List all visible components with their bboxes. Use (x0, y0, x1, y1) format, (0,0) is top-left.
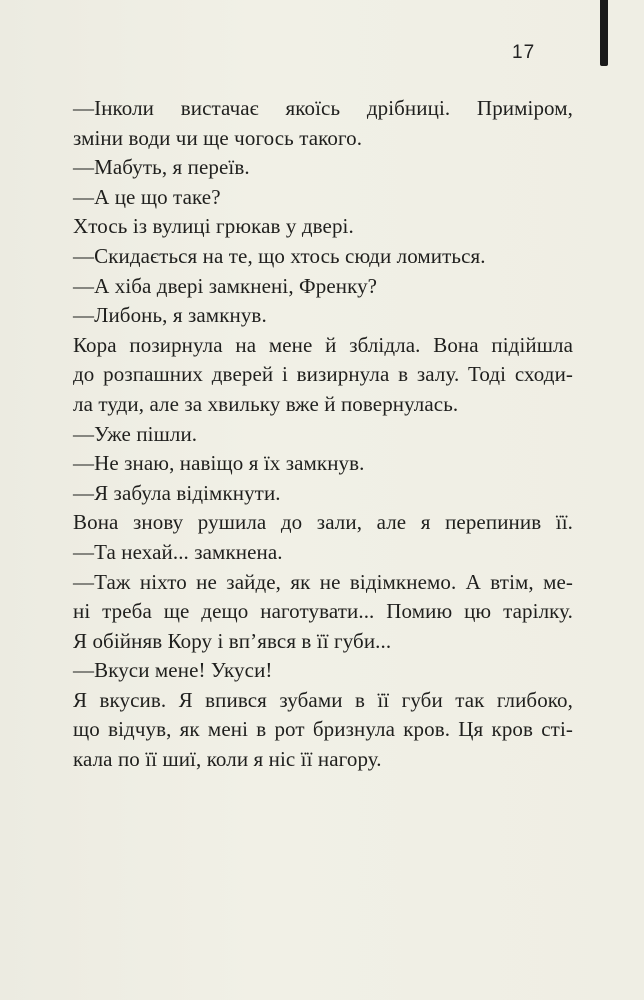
text-line: —Уже пішли. (73, 421, 198, 446)
text-line: що відчув, як мені в рот бризнула кров. Ця кров сті- (73, 717, 573, 742)
text-line: —Інколи вистачає якоїсь дрібниці. Приміром, (73, 96, 573, 120)
text-line: Я обійняв Кору і вп’явся в її губи... (73, 628, 392, 653)
text-line: —Та нехай... замкнена. (73, 539, 283, 564)
text-line: до розпашних дверей і визирнула в залу. Тоді сходи- (73, 362, 573, 387)
text-line: зміни води чи ще чогось такого. (73, 125, 363, 150)
body-text (73, 94, 573, 775)
text-line: —А це що таке? (73, 184, 221, 209)
page-edge-marker (600, 0, 608, 66)
text-line: Хтось із вулиці грюкав у двері. (73, 214, 354, 239)
text-line: кала по її шиї, коли я ніс її нагору. (73, 747, 382, 772)
text-line: Я вкусив. Я впився зубами в її губи так глибоко, (73, 687, 573, 712)
text-line: Вона знову рушила до зали, але я перепинив її. (73, 510, 573, 535)
text-line: —Скидається на те, що хтось сюди ломиться. (73, 243, 486, 268)
text-line: ні треба ще дещо наготувати... Помию цю тарілку. (73, 599, 573, 624)
page-number: 17 (512, 42, 536, 63)
text-line: —Таж ніхто не зайде, як не відімкнемо. А втім, ме- (73, 569, 573, 594)
text-line: Кора позирнула на мене й зблідла. Вона підійшла (73, 332, 573, 357)
text-line: —Я забула відімкнути. (73, 480, 281, 505)
text-line: —А хіба двері замкнені, Френку? (73, 273, 378, 298)
text-line: —Мабуть, я переїв. (73, 155, 250, 180)
text-line: —Вкуси мене! Укуси! (73, 658, 273, 683)
text-line: —Либонь, я замкнув. (73, 303, 267, 328)
text-line: ла туди, але за хвильку вже й повернулась. (73, 391, 459, 416)
text-line: —Не знаю, навіщо я їх замкнув. (73, 451, 365, 476)
